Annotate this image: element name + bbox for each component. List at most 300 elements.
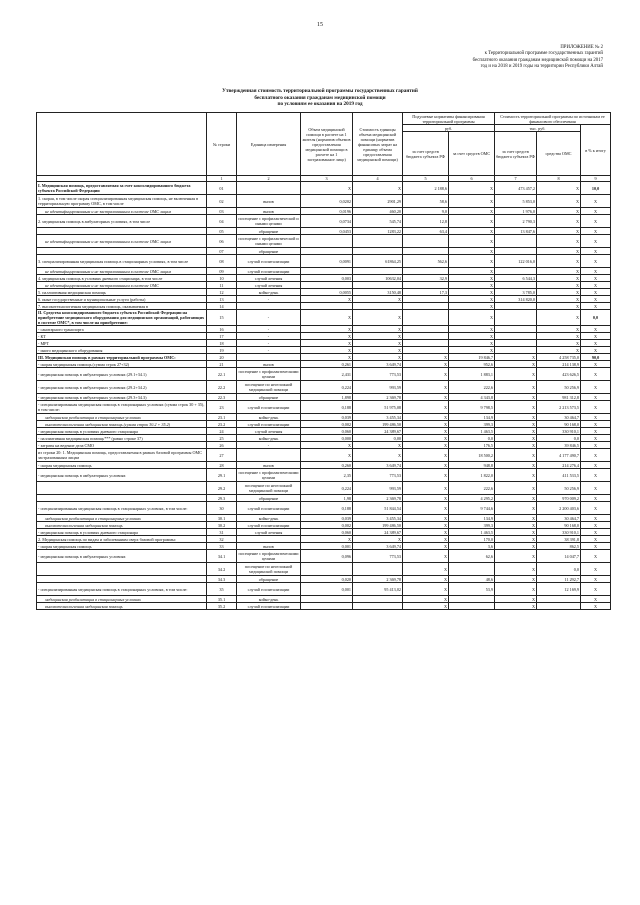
row-unit: вызов	[237, 208, 301, 215]
row-budget-per-capita: X	[403, 515, 449, 522]
row-oms-per-capita: X	[449, 208, 495, 215]
row-oms-per-capita: X	[449, 303, 495, 310]
row-unit-cost: 3 649,74	[353, 543, 403, 550]
row-volume: 0,0196	[301, 208, 353, 215]
row-oms-total: 90 168,0	[537, 522, 581, 529]
row-unit-cost: 2 369,78	[353, 576, 403, 583]
row-unit: случай госпитализации	[237, 522, 301, 529]
header-oms-per-capita: за счет средств ОМС	[449, 132, 495, 176]
row-percent: X	[581, 195, 611, 208]
row-percent: 10,0	[581, 182, 611, 195]
row-name: - скорая медицинская помощь	[37, 462, 207, 469]
row-oms-total: X	[537, 282, 581, 289]
row-oms-per-capita: 222,6	[449, 482, 495, 495]
row-number: 05	[207, 228, 237, 235]
row-percent: X	[581, 347, 611, 354]
row-budget-per-capita	[403, 347, 449, 354]
row-budget-total: 5 853,0	[495, 195, 537, 208]
row-unit: случай госпитализации	[237, 583, 301, 596]
row-percent: X	[581, 583, 611, 596]
row-number: 02	[207, 195, 237, 208]
row-number: 29.1	[207, 469, 237, 482]
row-unit: -	[237, 442, 301, 449]
table-row	[37, 282, 611, 289]
row-oms-per-capita: X	[449, 333, 495, 340]
row-oms-total: X	[537, 310, 581, 326]
table-row	[37, 563, 611, 576]
row-unit: случай лечения	[237, 282, 301, 289]
table-row	[37, 289, 611, 296]
row-number: 35.2	[207, 603, 237, 610]
row-unit	[237, 303, 301, 310]
row-budget-total: X	[495, 428, 537, 435]
row-percent: X	[581, 361, 611, 368]
row-budget-per-capita: X	[403, 414, 449, 421]
table-row	[37, 550, 611, 563]
row-budget-total	[495, 326, 537, 333]
table-row	[37, 536, 611, 543]
row-budget-total: 314 820,0	[495, 296, 537, 303]
row-percent: X	[581, 394, 611, 401]
row-volume: 0,096	[301, 550, 353, 563]
row-name: - санитарного транспорта	[37, 326, 207, 333]
row-oms-per-capita: 9 744,6	[449, 502, 495, 515]
row-percent: X	[581, 268, 611, 275]
header-name	[37, 113, 207, 176]
row-oms-total: X	[537, 208, 581, 215]
row-oms-per-capita: X	[449, 255, 495, 268]
row-number: 22.3	[207, 394, 237, 401]
row-volume: X	[301, 340, 353, 347]
row-unit: вызов	[237, 462, 301, 469]
row-oms-total: 12 169,9	[537, 583, 581, 596]
row-unit-cost: X	[353, 347, 403, 354]
row-unit: койко-день	[237, 515, 301, 522]
table-row	[37, 449, 611, 462]
table-row	[37, 462, 611, 469]
row-budget-per-capita: X	[403, 596, 449, 603]
row-oms-total: 0,0	[537, 563, 581, 576]
row-oms-per-capita: 948,8	[449, 462, 495, 469]
row-oms-total	[537, 603, 581, 610]
table-row	[37, 495, 611, 502]
table-row	[37, 235, 611, 248]
row-percent: X	[581, 603, 611, 610]
row-name: - медицинская помощь в амбулаторных условиях (29.1+34.1)	[37, 368, 207, 381]
row-oms-per-capita: X	[449, 282, 495, 289]
row-unit-cost	[353, 248, 403, 255]
row-oms-total: X	[537, 268, 581, 275]
row-budget-per-capita	[403, 282, 449, 289]
row-oms-per-capita: 176,5	[449, 442, 495, 449]
row-oms-per-capita: 3,6	[449, 543, 495, 550]
row-name: - специализированная медицинская помощь в стационарных условиях, в том числе:	[37, 583, 207, 596]
row-number: 10	[207, 275, 237, 282]
row-budget-total	[495, 310, 537, 326]
row-oms-per-capita	[449, 603, 495, 610]
row-oms-per-capita: X	[449, 326, 495, 333]
table-row	[37, 394, 611, 401]
row-oms-total: X	[537, 289, 581, 296]
row-unit	[237, 182, 301, 195]
row-name: высокотехнологичная медицинская помощь (сумма строк 30.2 + 35.2)	[37, 421, 207, 428]
row-budget-per-capita: X	[403, 421, 449, 428]
row-oms-per-capita: 0,0	[449, 435, 495, 442]
row-budget-per-capita: X	[403, 462, 449, 469]
row-oms-per-capita: X	[449, 248, 495, 255]
row-volume: 0,060	[301, 529, 353, 536]
row-oms-total: 11 292,7	[537, 576, 581, 583]
table-row	[37, 522, 611, 529]
row-percent: X	[581, 275, 611, 282]
row-unit-cost: 460,20	[353, 208, 403, 215]
row-unit: обращение	[237, 576, 301, 583]
column-number: 5	[403, 176, 449, 182]
appendix-line: ПРИЛОЖЕНИЕ № 2	[560, 45, 603, 50]
row-unit: посещение по неотложной медицинской помощи	[237, 482, 301, 495]
header-volume: Объем медицинской помощи в расчете на 1 жителя (норматив объемов предоставления медицинской помощи в расчете на 1 застрахованное лицо)	[301, 113, 353, 176]
row-budget-per-capita: X	[403, 394, 449, 401]
row-budget-total	[495, 333, 537, 340]
row-volume: 0,0734	[301, 215, 353, 228]
header-unit-rub: руб.	[403, 125, 495, 132]
row-unit-cost: 24 389,67	[353, 529, 403, 536]
row-percent: X	[581, 289, 611, 296]
row-volume: 0,0055	[301, 289, 353, 296]
row-unit-cost	[353, 268, 403, 275]
row-percent: X	[581, 235, 611, 248]
row-name: 2. медицинская помощь в амбулаторных условиях, в том числе	[37, 215, 207, 228]
row-name: 3. специализированная медицинская помощь в стационарных условиях, в том числе	[37, 255, 207, 268]
row-number: 35.1	[207, 596, 237, 603]
row-number: 22.2	[207, 381, 237, 394]
row-budget-per-capita	[403, 333, 449, 340]
row-number: 34.2	[207, 563, 237, 576]
row-unit-cost	[353, 596, 403, 603]
header-budget-per-capita: за счет средств бюджета субъекта РФ	[403, 132, 449, 176]
row-oms-per-capita: 19 846,7	[449, 354, 495, 361]
row-name: не идентифицированным и не застрахованным в системе ОМС лицам	[37, 235, 207, 248]
row-oms-total: 981 312,8	[537, 394, 581, 401]
row-number: 03	[207, 208, 237, 215]
row-volume: X	[301, 347, 353, 354]
row-number: 23.2	[207, 421, 237, 428]
row-unit: вызов	[237, 195, 301, 208]
row-percent: X	[581, 215, 611, 228]
row-oms-per-capita: 4 295,2	[449, 495, 495, 502]
table-row	[37, 228, 611, 235]
row-volume: 2,431	[301, 368, 353, 381]
row-volume	[301, 563, 353, 576]
row-oms-total: 2 213 573,5	[537, 401, 581, 414]
row-unit: койко-день	[237, 414, 301, 421]
row-oms-per-capita: X	[449, 347, 495, 354]
row-percent: X	[581, 303, 611, 310]
row-volume: 0,0453	[301, 228, 353, 235]
row-budget-total: X	[495, 435, 537, 442]
row-budget-per-capita	[403, 296, 449, 303]
row-oms-total: X	[537, 347, 581, 354]
row-oms-per-capita: 399,3	[449, 522, 495, 529]
row-oms-per-capita: X	[449, 296, 495, 303]
row-budget-total: 122 016,0	[495, 255, 537, 268]
row-unit: -	[237, 326, 301, 333]
row-number: 11	[207, 282, 237, 289]
row-budget-total: X	[495, 381, 537, 394]
row-budget-per-capita: 12,8	[403, 215, 449, 228]
column-number: 8	[537, 176, 581, 182]
row-name: - паллиативная медицинская помощь*** (равно строке 37)	[37, 435, 207, 442]
row-unit: посещение с профилактическими целями	[238, 369, 299, 379]
row-unit-cost: X	[353, 340, 403, 347]
row-unit: случай госпитализации	[237, 255, 301, 268]
row-unit-cost: 51 975,08	[353, 401, 403, 414]
row-oms-per-capita: 134,9	[449, 414, 495, 421]
row-volume	[301, 248, 353, 255]
row-unit-cost: 3 649,74	[353, 361, 403, 368]
table-row	[37, 195, 611, 208]
row-percent: X	[581, 449, 611, 462]
row-percent: X	[581, 381, 611, 394]
row-budget-total: 6 544,3	[495, 275, 537, 282]
row-budget-per-capita: X	[403, 495, 449, 502]
row-name: III. Медицинская помощь в рамках территориальной программы ОМС:	[37, 354, 207, 361]
row-name: 1. скорая, в том числе скорая специализированная медицинская помощь, не включенная в территориальную программу ОМС, в том числе	[37, 195, 207, 208]
header-program-cost: Стоимость территориальной программы по источникам ее финансового обеспечения	[495, 113, 611, 125]
title-line: бесплатного оказания гражданам медицинской помощи	[254, 94, 386, 101]
row-number: 28	[207, 462, 237, 469]
row-budget-total: X	[495, 442, 537, 449]
row-name: - специализированная медицинская помощь в стационарных условиях (сумма строк 30 + 35), в том числе:	[37, 401, 207, 414]
row-unit: посещение по неотложной медицинской помощи	[237, 563, 301, 576]
row-unit: -	[237, 333, 301, 340]
row-oms-total: X	[537, 182, 581, 195]
row-oms-total: 214 276,4	[537, 462, 581, 469]
row-name: - иного медицинского оборудования	[37, 347, 207, 354]
row-unit-cost: X	[353, 442, 403, 449]
row-name	[37, 228, 207, 235]
appendix-line: к Территориальной программе государственных гарантий	[484, 51, 603, 57]
row-volume: 0,188	[301, 401, 353, 414]
row-unit: случай госпитализации	[237, 401, 301, 414]
row-unit: -	[237, 296, 301, 303]
row-budget-total: X	[495, 469, 537, 482]
row-budget-total: X	[495, 449, 537, 462]
row-budget-per-capita: X	[403, 401, 449, 414]
row-budget-per-capita: X	[403, 563, 449, 576]
row-percent: X	[581, 333, 611, 340]
row-volume: X	[301, 182, 353, 195]
row-unit-cost: 2901,29	[353, 195, 403, 208]
row-budget-total: X	[495, 576, 537, 583]
row-budget-total: X	[495, 550, 537, 563]
row-unit-cost	[353, 282, 403, 289]
row-budget-per-capita: X	[403, 550, 449, 563]
header-per-capita: Подушевые нормативы финансирования территориальной программы	[403, 113, 495, 125]
row-budget-total	[495, 282, 537, 289]
row-budget-total	[495, 347, 537, 354]
row-number: 18	[207, 340, 237, 347]
table-row	[37, 435, 611, 442]
row-volume	[301, 303, 353, 310]
row-oms-total: 2 200 403,6	[537, 502, 581, 515]
row-oms-per-capita: 399,3	[449, 421, 495, 428]
appendix-note	[353, 45, 603, 70]
row-name: - медицинская помощь в амбулаторных условиях (29.3+34.3)	[37, 394, 207, 401]
row-oms-per-capita: 48,6	[449, 576, 495, 583]
row-budget-per-capita: 9,0	[403, 208, 449, 215]
row-budget-total: X	[495, 354, 537, 361]
row-unit: посещение по неотложной медицинской помощи	[237, 381, 301, 394]
table-row	[37, 333, 611, 340]
row-unit-cost: 0,00	[353, 435, 403, 442]
row-budget-per-capita: X	[403, 543, 449, 550]
row-volume	[301, 596, 353, 603]
column-number: 9	[581, 176, 611, 182]
row-budget-total: X	[495, 495, 537, 502]
row-volume	[301, 235, 353, 248]
row-number: 24	[207, 428, 237, 435]
row-number: 32	[207, 536, 237, 543]
row-budget-per-capita: X	[403, 428, 449, 435]
row-oms-per-capita: 1 822,0	[449, 469, 495, 482]
row-oms-total: X	[537, 326, 581, 333]
row-name: 5. паллиативная медицинская помощь	[37, 289, 207, 296]
row-percent: X	[581, 414, 611, 421]
row-unit: обращение	[237, 248, 301, 255]
column-number: 1	[207, 176, 237, 182]
row-unit: случай лечения	[237, 529, 301, 536]
row-unit: посещение с профилактической и иными целями	[238, 216, 299, 226]
row-name: - затраты на ведение дела СМО	[37, 442, 207, 449]
row-name: медицинская реабилитация в стационарных условиях	[37, 515, 207, 522]
row-volume: 0,0091	[301, 255, 353, 268]
table-row	[37, 502, 611, 515]
row-unit-cost	[353, 563, 403, 576]
row-budget-per-capita: X	[403, 529, 449, 536]
table-row	[37, 368, 611, 381]
row-unit-cost: 1283,22	[353, 228, 403, 235]
row-unit-cost: 993,59	[353, 482, 403, 495]
row-unit-cost: 24 389,67	[353, 428, 403, 435]
table-row	[37, 347, 611, 354]
row-unit: -	[237, 310, 301, 326]
row-number: 34.3	[207, 576, 237, 583]
row-oms-total: 50 256,9	[537, 381, 581, 394]
row-budget-total: X	[495, 482, 537, 495]
row-volume: X	[301, 536, 353, 543]
row-oms-per-capita: X	[449, 228, 495, 235]
row-unit: койко-день	[237, 289, 301, 296]
row-volume: 0,224	[301, 381, 353, 394]
row-unit-cost: X	[353, 326, 403, 333]
row-number: 04	[207, 215, 237, 228]
row-budget-per-capita: X	[403, 482, 449, 495]
row-oms-per-capita: X	[449, 340, 495, 347]
page-number: 15	[317, 22, 323, 28]
header-oms-total: средства ОМС	[537, 132, 581, 176]
row-unit: -	[237, 347, 301, 354]
row-volume: 0,261	[301, 361, 353, 368]
row-name	[37, 495, 207, 502]
row-volume: 2,35	[301, 469, 353, 482]
table-row	[37, 275, 611, 282]
row-oms-total: 423 626,5	[537, 368, 581, 381]
row-number: 09	[207, 268, 237, 275]
row-volume	[301, 282, 353, 289]
row-budget-per-capita: X	[403, 603, 449, 610]
row-oms-total: 970 009,2	[537, 495, 581, 502]
table-row	[37, 361, 611, 368]
row-unit-cost: 3 455,34	[353, 414, 403, 421]
row-percent: 90,0	[581, 354, 611, 361]
row-budget-total: X	[495, 563, 537, 576]
row-oms-total: 90 168,0	[537, 421, 581, 428]
row-unit-cost: 10632,04	[353, 275, 403, 282]
table-row	[37, 469, 611, 482]
row-percent: X	[581, 326, 611, 333]
row-unit-cost: 3 455,34	[353, 515, 403, 522]
row-oms-per-capita: 18 500,2	[449, 449, 495, 462]
row-oms-per-capita: 952,6	[449, 361, 495, 368]
appendix-line: год и на 2018 и 2019 годы на территории Республики Алтай	[480, 63, 603, 69]
row-percent: X	[581, 401, 611, 414]
row-volume: 0,260	[301, 462, 353, 469]
row-oms-total: X	[537, 228, 581, 235]
row-budget-total	[495, 268, 537, 275]
row-budget-total: 473 457,2	[495, 182, 537, 195]
row-budget-total: X	[495, 361, 537, 368]
row-percent: X	[581, 515, 611, 522]
row-unit-cost: X	[353, 333, 403, 340]
row-volume: 1,898	[301, 394, 353, 401]
row-number: 30	[207, 502, 237, 515]
row-unit-cost: 3 649,74	[353, 462, 403, 469]
row-volume: 0,188	[301, 502, 353, 515]
row-percent: X	[581, 522, 611, 529]
row-budget-per-capita: 58,6	[403, 195, 449, 208]
row-budget-per-capita	[403, 303, 449, 310]
row-oms-total: X	[537, 235, 581, 248]
row-number: 29.3	[207, 495, 237, 502]
row-volume: 0,000	[301, 435, 353, 442]
row-unit: койко-день	[237, 596, 301, 603]
row-budget-per-capita: 32,9	[403, 275, 449, 282]
row-number: 29.2	[207, 482, 237, 495]
row-budget-total: X	[495, 515, 537, 522]
row-name: 2. Медицинская помощь по видам и заболеваниям сверх базовой программы:	[37, 536, 207, 543]
row-name: медицинская реабилитация в стационарных условиях	[37, 596, 207, 603]
row-budget-per-capita: 17,3	[403, 289, 449, 296]
row-name: I. Медицинская помощь, предоставляемая за счет консолидированного бюджета субъекта Российской Федерации	[37, 182, 207, 195]
row-volume: X	[301, 442, 353, 449]
row-percent: X	[581, 482, 611, 495]
row-name: - медицинская помощь в амбулаторных условиях	[37, 469, 207, 482]
table-row	[37, 603, 611, 610]
row-oms-total: 14 047,7	[537, 550, 581, 563]
row-unit-cost: 51 844,54	[353, 502, 403, 515]
column-number: 3	[301, 176, 353, 182]
table-row	[37, 529, 611, 536]
row-unit-cost: X	[353, 536, 403, 543]
row-name: - медицинская помощь в амбулаторных условиях (29.2+34.2)	[37, 381, 207, 394]
row-budget-per-capita: X	[403, 442, 449, 449]
row-budget-per-capita	[403, 235, 449, 248]
row-volume: 1,98	[301, 495, 353, 502]
row-number: 30.1	[207, 515, 237, 522]
row-budget-per-capita: X	[403, 583, 449, 596]
row-budget-per-capita: X	[403, 522, 449, 529]
